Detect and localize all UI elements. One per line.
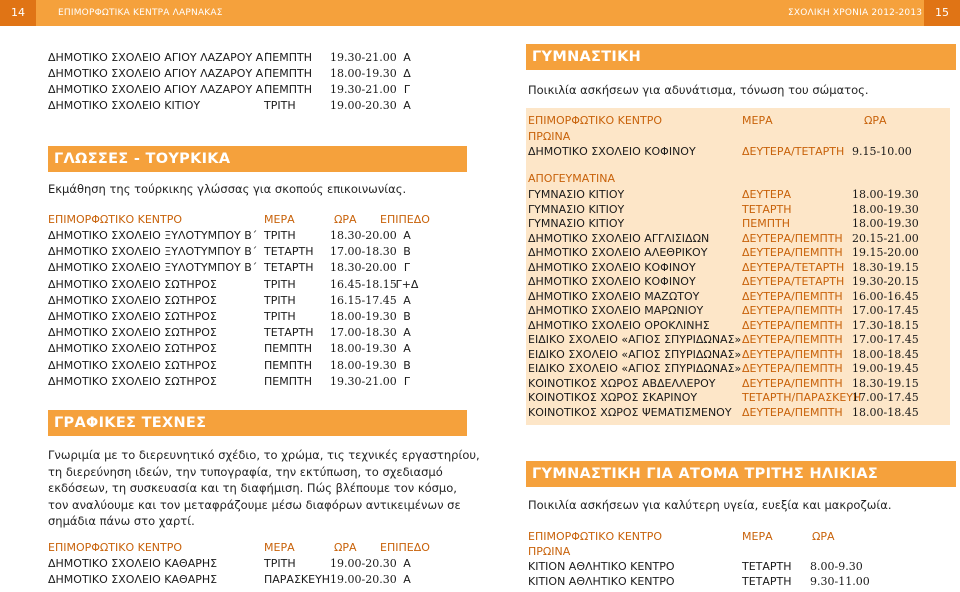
time-cell: 17.00-17.45 xyxy=(852,333,919,346)
day-cell: ΤΡΙΤΗ xyxy=(264,310,296,323)
time-cell: 18.30-19.15 xyxy=(852,260,919,274)
day-cell: ΠΕΜΠΤΗ xyxy=(264,67,312,80)
center-cell: ΔΗΜΟΤΙΚΟ ΣΧΟΛΕΙΟ ΑΓΙΟΥ ΛΑΖΑΡΟΥ Α΄ xyxy=(48,67,269,80)
table-cell: ΩΡΑ xyxy=(864,114,887,127)
center-cell: ΔΗΜΟΤΙΚΟ ΣΧΟΛΕΙΟ ΑΓΓΛΙΣΙΔΩΝ xyxy=(528,231,710,245)
center-cell: ΚΙΤΙΟΝ ΑΘΛΗΤΙΚΟ ΚΕΝΤΡΟ xyxy=(528,575,675,588)
level-cell: Α xyxy=(403,557,411,570)
level-cell: Α xyxy=(403,573,411,586)
day-cell: ΔΕΥΤΕΡΑ/ΠΕΜΠΤΗ xyxy=(742,405,843,419)
level-cell: Α xyxy=(403,293,411,307)
center-cell: ΔΗΜΟΤΙΚΟ ΣΧΟΛΕΙΟ ΣΩΤΗΡΟΣ xyxy=(48,342,217,356)
page-number-left: 14 xyxy=(0,0,36,26)
center-cell: ΚΟΙΝΟΤΙΚΟΣ ΧΩΡΟΣ ΑΒΔΕΛΛΕΡΟΥ xyxy=(528,376,716,390)
center-cell: ΔΗΜΟΤΙΚΟ ΣΧΟΛΕΙΟ ΣΩΤΗΡΟΣ xyxy=(48,358,217,372)
day-cell: ΠΕΜΠΤΗ xyxy=(264,51,312,64)
center-cell: ΔΗΜΟΤΙΚΟ ΣΧΟΛΕΙΟ ΚΙΤΙΟΥ xyxy=(48,99,201,112)
table-cell: ΕΠΙΠΕΔΟ xyxy=(380,213,430,226)
day-cell: ΠΕΜΠΤΗ xyxy=(264,342,312,356)
center-cell: ΓΥΜΝΑΣΙΟ ΚΙΤΙΟΥ xyxy=(528,188,625,201)
table-cell: ΜΕΡΑ xyxy=(264,541,295,554)
time-cell: 19.15-20.00 xyxy=(852,246,919,259)
center-cell: ΔΗΜΟΤΙΚΟ ΣΧΟΛΕΙΟ ΑΓΙΟΥ ΛΑΖΑΡΟΥ Α΄ xyxy=(48,83,269,96)
time-cell: 19.00-19.45 xyxy=(852,362,919,375)
time-cell: 18.30-20.00 xyxy=(330,229,397,242)
level-cell: Γ xyxy=(403,83,411,96)
time-cell: 17.00-18.30 xyxy=(330,245,397,259)
table-cell: ΜΕΡΑ xyxy=(742,114,773,127)
morning-label: ΠΡΩΙΝΑ xyxy=(528,545,571,558)
time-cell: 19.30-20.15 xyxy=(852,275,919,288)
center-cell: ΚΙΤΙΟΝ ΑΘΛΗΤΙΚΟ ΚΕΝΤΡΟ xyxy=(528,560,675,573)
center-cell: ΔΗΜΟΤΙΚΟ ΣΧΟΛΕΙΟ ΑΓΙΟΥ ΛΑΖΑΡΟΥ Α΄ xyxy=(48,51,269,64)
day-cell: ΤΕΤΑΡΤΗ xyxy=(742,202,792,216)
time-cell: 18.00-19.30 xyxy=(852,217,919,230)
time-cell: 16.00-16.45 xyxy=(852,289,919,303)
section-title-gym: ΓΥΜΝΑΣΤΙΚΗ xyxy=(526,44,956,70)
time-cell: 18.30-20.00 xyxy=(330,261,397,275)
time-cell: 18.00-19.30 xyxy=(852,188,919,201)
center-cell: ΔΗΜΟΤΙΚΟ ΣΧΟΛΕΙΟ ΑΛΕΘΡΙΚΟΥ xyxy=(528,246,708,259)
time-cell: 9.30-11.00 xyxy=(810,575,870,588)
day-cell: ΔΕΥΤΕΡΑ/ΠΕΜΠΤΗ xyxy=(742,318,843,332)
center-cell: ΕΙΔΙΚΟ ΣΧΟΛΕΙΟ «ΑΓΙΟΣ ΣΠΥΡΙΔΩΝΑΣ» xyxy=(528,347,742,361)
center-cell: ΔΗΜΟΤΙΚΟ ΣΧΟΛΕΙΟ ΚΑΘΑΡΗΣ xyxy=(48,573,218,586)
time-cell: 9.15-10.00 xyxy=(852,145,912,158)
day-cell: ΠΕΜΠΤΗ xyxy=(264,374,312,388)
day-cell: ΠΕΜΠΤΗ xyxy=(264,83,312,96)
level-cell: Β xyxy=(403,310,411,323)
day-cell: ΔΕΥΤΕΡΑ/ΠΕΜΠΤΗ xyxy=(742,289,843,303)
senior-gym-description: Ποικιλία ασκήσεων για καλύτερη υγεία, ευεξία και μακροζωία. xyxy=(528,498,892,512)
table-cell: ΕΠΙΜΟΡΦΩΤΙΚΟ ΚΕΝΤΡΟ xyxy=(48,541,183,554)
level-cell: Α xyxy=(403,326,411,340)
day-cell: ΔΕΥΤΕΡΑ xyxy=(742,188,792,201)
center-cell: ΔΗΜΟΤΙΚΟ ΣΧΟΛΕΙΟ ΜΑΖΩΤΟΥ xyxy=(528,289,700,303)
table-cell: ΕΠΙΜΟΡΦΩΤΙΚΟ ΚΕΝΤΡΟ xyxy=(528,530,663,543)
day-cell: ΤΕΤΑΡΤΗ xyxy=(264,326,314,340)
level-cell: Δ xyxy=(403,67,411,80)
center-cell: ΔΗΜΟΤΙΚΟ ΣΧΟΛΕΙΟ ΣΩΤΗΡΟΣ xyxy=(48,293,217,307)
center-cell: ΚΟΙΝΟΤΙΚΟΣ ΧΩΡΟΣ ΨΕΜΑΤΙΣΜΕΝΟΥ xyxy=(528,405,732,419)
time-cell: 18.00-19.30 xyxy=(330,67,397,80)
center-cell: ΓΥΜΝΑΣΙΟ ΚΙΤΙΟΥ xyxy=(528,217,625,230)
day-cell: ΔΕΥΤΕΡΑ/ΤΕΤΑΡΤΗ xyxy=(742,145,845,158)
level-cell: Β xyxy=(403,245,411,259)
level-cell: Α xyxy=(403,99,411,112)
center-cell: ΔΗΜΟΤΙΚΟ ΣΧΟΛΕΙΟ ΚΑΘΑΡΗΣ xyxy=(48,557,218,570)
center-cell: ΔΗΜΟΤΙΚΟ ΣΧΟΛΕΙΟ ΟΡΟΚΛΙΝΗΣ xyxy=(528,318,710,332)
center-cell: ΔΗΜΟΤΙΚΟ ΣΧΟΛΕΙΟ ΚΟΦΙΝΟΥ xyxy=(528,275,696,288)
level-cell: Α xyxy=(403,229,411,242)
center-cell: ΔΗΜΟΤΙΚΟ ΣΧΟΛΕΙΟ ΞΥΛΟΤΥΜΠΟΥ Β΄ xyxy=(48,245,258,259)
description-line: τον αναλύουμε και τον μεταφράζουμε μέσω διαφόρων αντικειμένων σε xyxy=(48,497,461,512)
day-cell: ΤΕΤΑΡΤΗ xyxy=(264,245,314,259)
section-title-graphics: ΓΡΑΦΙΚΕΣ ΤΕΧΝΕΣ xyxy=(48,410,467,436)
description-line: σημάδια πάνω στο χαρτί. xyxy=(48,514,195,528)
center-cell: ΚΟΙΝΟΤΙΚΟΣ ΧΩΡΟΣ ΣΚΑΡΙΝΟΥ xyxy=(528,391,698,404)
time-cell: 16.45-18.15 xyxy=(330,277,397,291)
table-cell: ΕΠΙΠΕΔΟ xyxy=(380,541,430,554)
time-cell: 19.00-20.30 xyxy=(330,99,397,112)
time-cell: 18.30-19.15 xyxy=(852,376,919,390)
time-cell: 18.00-19.30 xyxy=(330,358,397,372)
table-cell: ΕΠΙΜΟΡΦΩΤΙΚΟ ΚΕΝΤΡΟ xyxy=(48,213,183,226)
time-cell: 18.00-19.30 xyxy=(330,310,397,323)
level-cell: Γ+Δ xyxy=(395,277,419,291)
center-cell: ΔΗΜΟΤΙΚΟ ΣΧΟΛΕΙΟ ΞΥΛΟΤΥΜΠΟΥ Β΄ xyxy=(48,229,258,242)
day-cell: ΠΕΜΠΤΗ xyxy=(742,217,790,230)
day-cell: ΤΡΙΤΗ xyxy=(264,557,296,570)
day-cell: ΔΕΥΤΕΡΑ/ΠΕΜΠΤΗ xyxy=(742,362,843,375)
description-line: Γνωριμία με το διερευνητικό σχέδιο, το χρώμα, τις τεχνικές εργαστηρίου, xyxy=(48,448,480,462)
gym-description: Ποικιλία ασκήσεων για αδυνάτισμα, τόνωση του σώματος. xyxy=(528,83,869,97)
time-cell: 18.00-19.30 xyxy=(852,202,919,216)
description-line: τη διερεύνηση ιδεών, την τυπογραφία, την εκτύπωση, το σχεδιασμό xyxy=(48,464,443,479)
day-cell: ΤΕΤΑΡΤΗ/ΠΑΡΑΣΚΕΥΗ xyxy=(742,391,862,404)
level-cell: Γ xyxy=(403,374,411,388)
table-cell: ΜΕΡΑ xyxy=(264,213,295,226)
center-cell: ΔΗΜΟΤΙΚΟ ΣΧΟΛΕΙΟ ΣΩΤΗΡΟΣ xyxy=(48,326,217,340)
time-cell: 17.00-17.45 xyxy=(852,391,919,404)
morning-label: ΠΡΩΙΝΑ xyxy=(528,130,571,143)
day-cell: ΠΕΜΠΤΗ xyxy=(264,358,312,372)
time-cell: 19.30-21.00 xyxy=(330,374,397,388)
time-cell: 8.00-9.30 xyxy=(810,560,863,573)
center-cell: ΕΙΔΙΚΟ ΣΧΟΛΕΙΟ «ΑΓΙΟΣ ΣΠΥΡΙΔΩΝΑΣ» xyxy=(528,333,742,346)
day-cell: ΔΕΥΤΕΡΑ/ΠΕΜΠΤΗ xyxy=(742,347,843,361)
time-cell: 19.00-20.30 xyxy=(330,557,397,570)
time-cell: 17.00-18.30 xyxy=(330,326,397,340)
time-cell: 18.00-18.45 xyxy=(852,347,919,361)
day-cell: ΔΕΥΤΕΡΑ/ΠΕΜΠΤΗ xyxy=(742,304,843,317)
day-cell: ΤΕΤΑΡΤΗ xyxy=(742,575,792,588)
time-cell: 19.30-21.00 xyxy=(330,51,397,64)
time-cell: 18.00-19.30 xyxy=(330,342,397,356)
center-cell: ΔΗΜΟΤΙΚΟ ΣΧΟΛΕΙΟ ΣΩΤΗΡΟΣ xyxy=(48,374,217,388)
center-cell: ΔΗΜΟΤΙΚΟ ΣΧΟΛΕΙΟ ΜΑΡΩΝΙΟΥ xyxy=(528,304,704,317)
center-cell: ΔΗΜΟΤΙΚΟ ΣΧΟΛΕΙΟ ΚΟΦΙΝΟΥ xyxy=(528,145,696,158)
section-title-senior-gym: ΓΥΜΝΑΣΤΙΚΗ ΓΙΑ ΑΤΟΜΑ ΤΡΙΤΗΣ ΗΛΙΚΙΑΣ xyxy=(526,461,956,487)
header-right-title: ΣΧΟΛΙΚΗ ΧΡΟΝΙΑ 2012-2013 xyxy=(788,8,923,18)
day-cell: ΔΕΥΤΕΡΑ/ΠΕΜΠΤΗ xyxy=(742,231,843,245)
center-cell: ΔΗΜΟΤΙΚΟ ΣΧΟΛΕΙΟ ΞΥΛΟΤΥΜΠΟΥ Β΄ xyxy=(48,261,258,275)
table-cell: ΩΡΑ xyxy=(812,530,835,543)
day-cell: ΤΡΙΤΗ xyxy=(264,277,296,291)
description-line: εκδόσεων, τη συσκευασία και τη διαφήμιση. Πώς βλέπουμε τον κόσμο, xyxy=(48,481,457,495)
level-cell: Γ xyxy=(403,261,411,275)
time-cell: 20.15-21.00 xyxy=(852,231,919,245)
level-cell: Β xyxy=(403,358,411,372)
turkish-description: Εκμάθηση της τούρκικης γλώσσας για σκοπούς επικοινωνίας. xyxy=(48,182,407,196)
time-cell: 16.15-17.45 xyxy=(330,293,397,307)
time-cell: 17.00-17.45 xyxy=(852,304,919,317)
center-cell: ΕΙΔΙΚΟ ΣΧΟΛΕΙΟ «ΑΓΙΟΣ ΣΠΥΡΙΔΩΝΑΣ» xyxy=(528,362,742,375)
center-cell: ΔΗΜΟΤΙΚΟ ΣΧΟΛΕΙΟ ΚΟΦΙΝΟΥ xyxy=(528,260,696,274)
day-cell: ΤΡΙΤΗ xyxy=(264,229,296,242)
day-cell: ΔΕΥΤΕΡΑ/ΤΕΤΑΡΤΗ xyxy=(742,275,845,288)
time-cell: 18.00-18.45 xyxy=(852,405,919,419)
day-cell: ΔΕΥΤΕΡΑ/ΤΕΤΑΡΤΗ xyxy=(742,260,845,274)
header-left-title: ΕΠΙΜΟΡΦΩΤΙΚΑ ΚΕΝΤΡΑ ΛΑΡΝΑΚΑΣ xyxy=(58,8,223,18)
day-cell: ΤΕΤΑΡΤΗ xyxy=(264,261,314,275)
day-cell: ΤΡΙΤΗ xyxy=(264,293,296,307)
table-cell: ΕΠΙΜΟΡΦΩΤΙΚΟ ΚΕΝΤΡΟ xyxy=(528,114,663,127)
day-cell: ΤΕΤΑΡΤΗ xyxy=(742,560,792,573)
table-cell: ΜΕΡΑ xyxy=(742,530,773,543)
day-cell: ΔΕΥΤΕΡΑ/ΠΕΜΠΤΗ xyxy=(742,246,843,259)
day-cell: ΔΕΥΤΕΡΑ/ΠΕΜΠΤΗ xyxy=(742,376,843,390)
center-cell: ΔΗΜΟΤΙΚΟ ΣΧΟΛΕΙΟ ΣΩΤΗΡΟΣ xyxy=(48,277,217,291)
level-cell: Α xyxy=(403,342,411,356)
table-cell: ΩΡΑ xyxy=(334,213,357,226)
afternoon-label: ΑΠΟΓΕΥΜΑΤΙΝΑ xyxy=(528,172,615,185)
table-cell: ΩΡΑ xyxy=(334,541,357,554)
day-cell: ΠΑΡΑΣΚΕΥΗ xyxy=(264,573,331,586)
center-cell: ΔΗΜΟΤΙΚΟ ΣΧΟΛΕΙΟ ΣΩΤΗΡΟΣ xyxy=(48,310,217,323)
day-cell: ΔΕΥΤΕΡΑ/ΠΕΜΠΤΗ xyxy=(742,333,843,346)
section-title-turkish: ΓΛΩΣΣΕΣ - ΤΟΥΡΚΙΚΑ xyxy=(48,146,467,172)
time-cell: 19.00-20.30 xyxy=(330,573,397,586)
level-cell: Α xyxy=(403,51,411,64)
center-cell: ΓΥΜΝΑΣΙΟ ΚΙΤΙΟΥ xyxy=(528,202,625,216)
day-cell: ΤΡΙΤΗ xyxy=(264,99,296,112)
time-cell: 19.30-21.00 xyxy=(330,83,397,96)
time-cell: 17.30-18.15 xyxy=(852,318,919,332)
page-number-right: 15 xyxy=(924,0,960,26)
